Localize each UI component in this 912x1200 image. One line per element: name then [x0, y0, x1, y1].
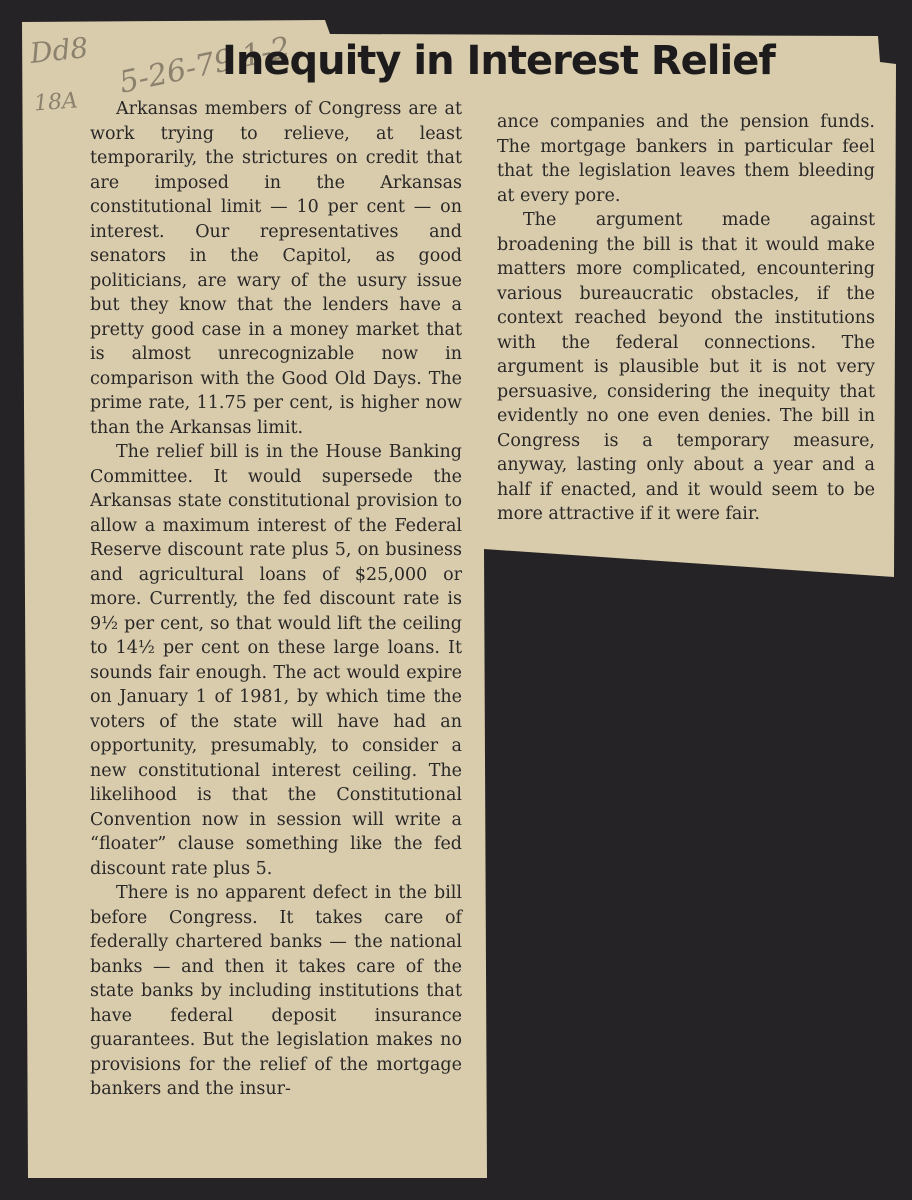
right-column [497, 110, 875, 527]
paragraph: There is no apparent defect in the bill before Congress. It takes care of federally chartered banks — the national banks — and then it takes care of the state banks by including institutions that have federal deposit insurance guarantees. But the legislation makes no provisions for the relief of the mortgage bankers and the insur- [90, 883, 462, 1099]
handwritten-page-mark: 18A [33, 88, 79, 117]
paragraph: The argument made against broadening the bill is that it would make matters more complicated, encountering various bureaucratic obstacles, if the context reached beyond the institutions with the federal connections. The argument is plausible but it is not very persuasive, considering the inequity that evidently no one even denies. The bill in Congress is a temporary measure, anyway, lasting only about a year and a half if enacted, and it would seem to be more attractive if it were fair. [497, 210, 875, 524]
paragraph: ance companies and the pension funds. The mortgage bankers in particular feel that the legislation leaves them bleeding at every pore. [497, 112, 875, 206]
headline: Inequity in Interest Relief [222, 38, 775, 84]
paragraph: The relief bill is in the House Banking Committee. It would supersede the Arkansas state constitutional provision to allow a maximum interest of the Federal Reserve discount rate plus 5, on business and agricultural loans of $25,000 or more. Currently, the fed discount rate is 9½ per cent, so that would lift the ceiling to 14½ per cent on these large loans. It sounds fair enough. The act would expire on January 1 of 1981, by which time the voters of the state will have had an opportunity, presumably, to consider a new constitutional interest ceiling. The likelihood is that the Constitutional Convention now in session will write a “floater” clause something like the fed discount rate plus 5. [90, 442, 462, 879]
left-column [90, 97, 462, 1102]
handwritten-note: Dd8 [28, 31, 90, 70]
handwritten-date: 5-26-79 1-2 [116, 30, 294, 101]
paragraph: Arkansas members of Congress are at work trying to relieve, at least temporarily, the strictures on credit that are imposed in the Arkansas constitutional limit — 10 per cent — on interest. Our representatives and senators in the Capitol, as good politicians, are wary of the usury issue but they know that the lenders have a pretty good case in a money market that is almost unrecognizable now in comparison with the Good Old Days. The prime rate, 11.75 per cent, is higher now than the Arkansas limit. [90, 99, 462, 438]
